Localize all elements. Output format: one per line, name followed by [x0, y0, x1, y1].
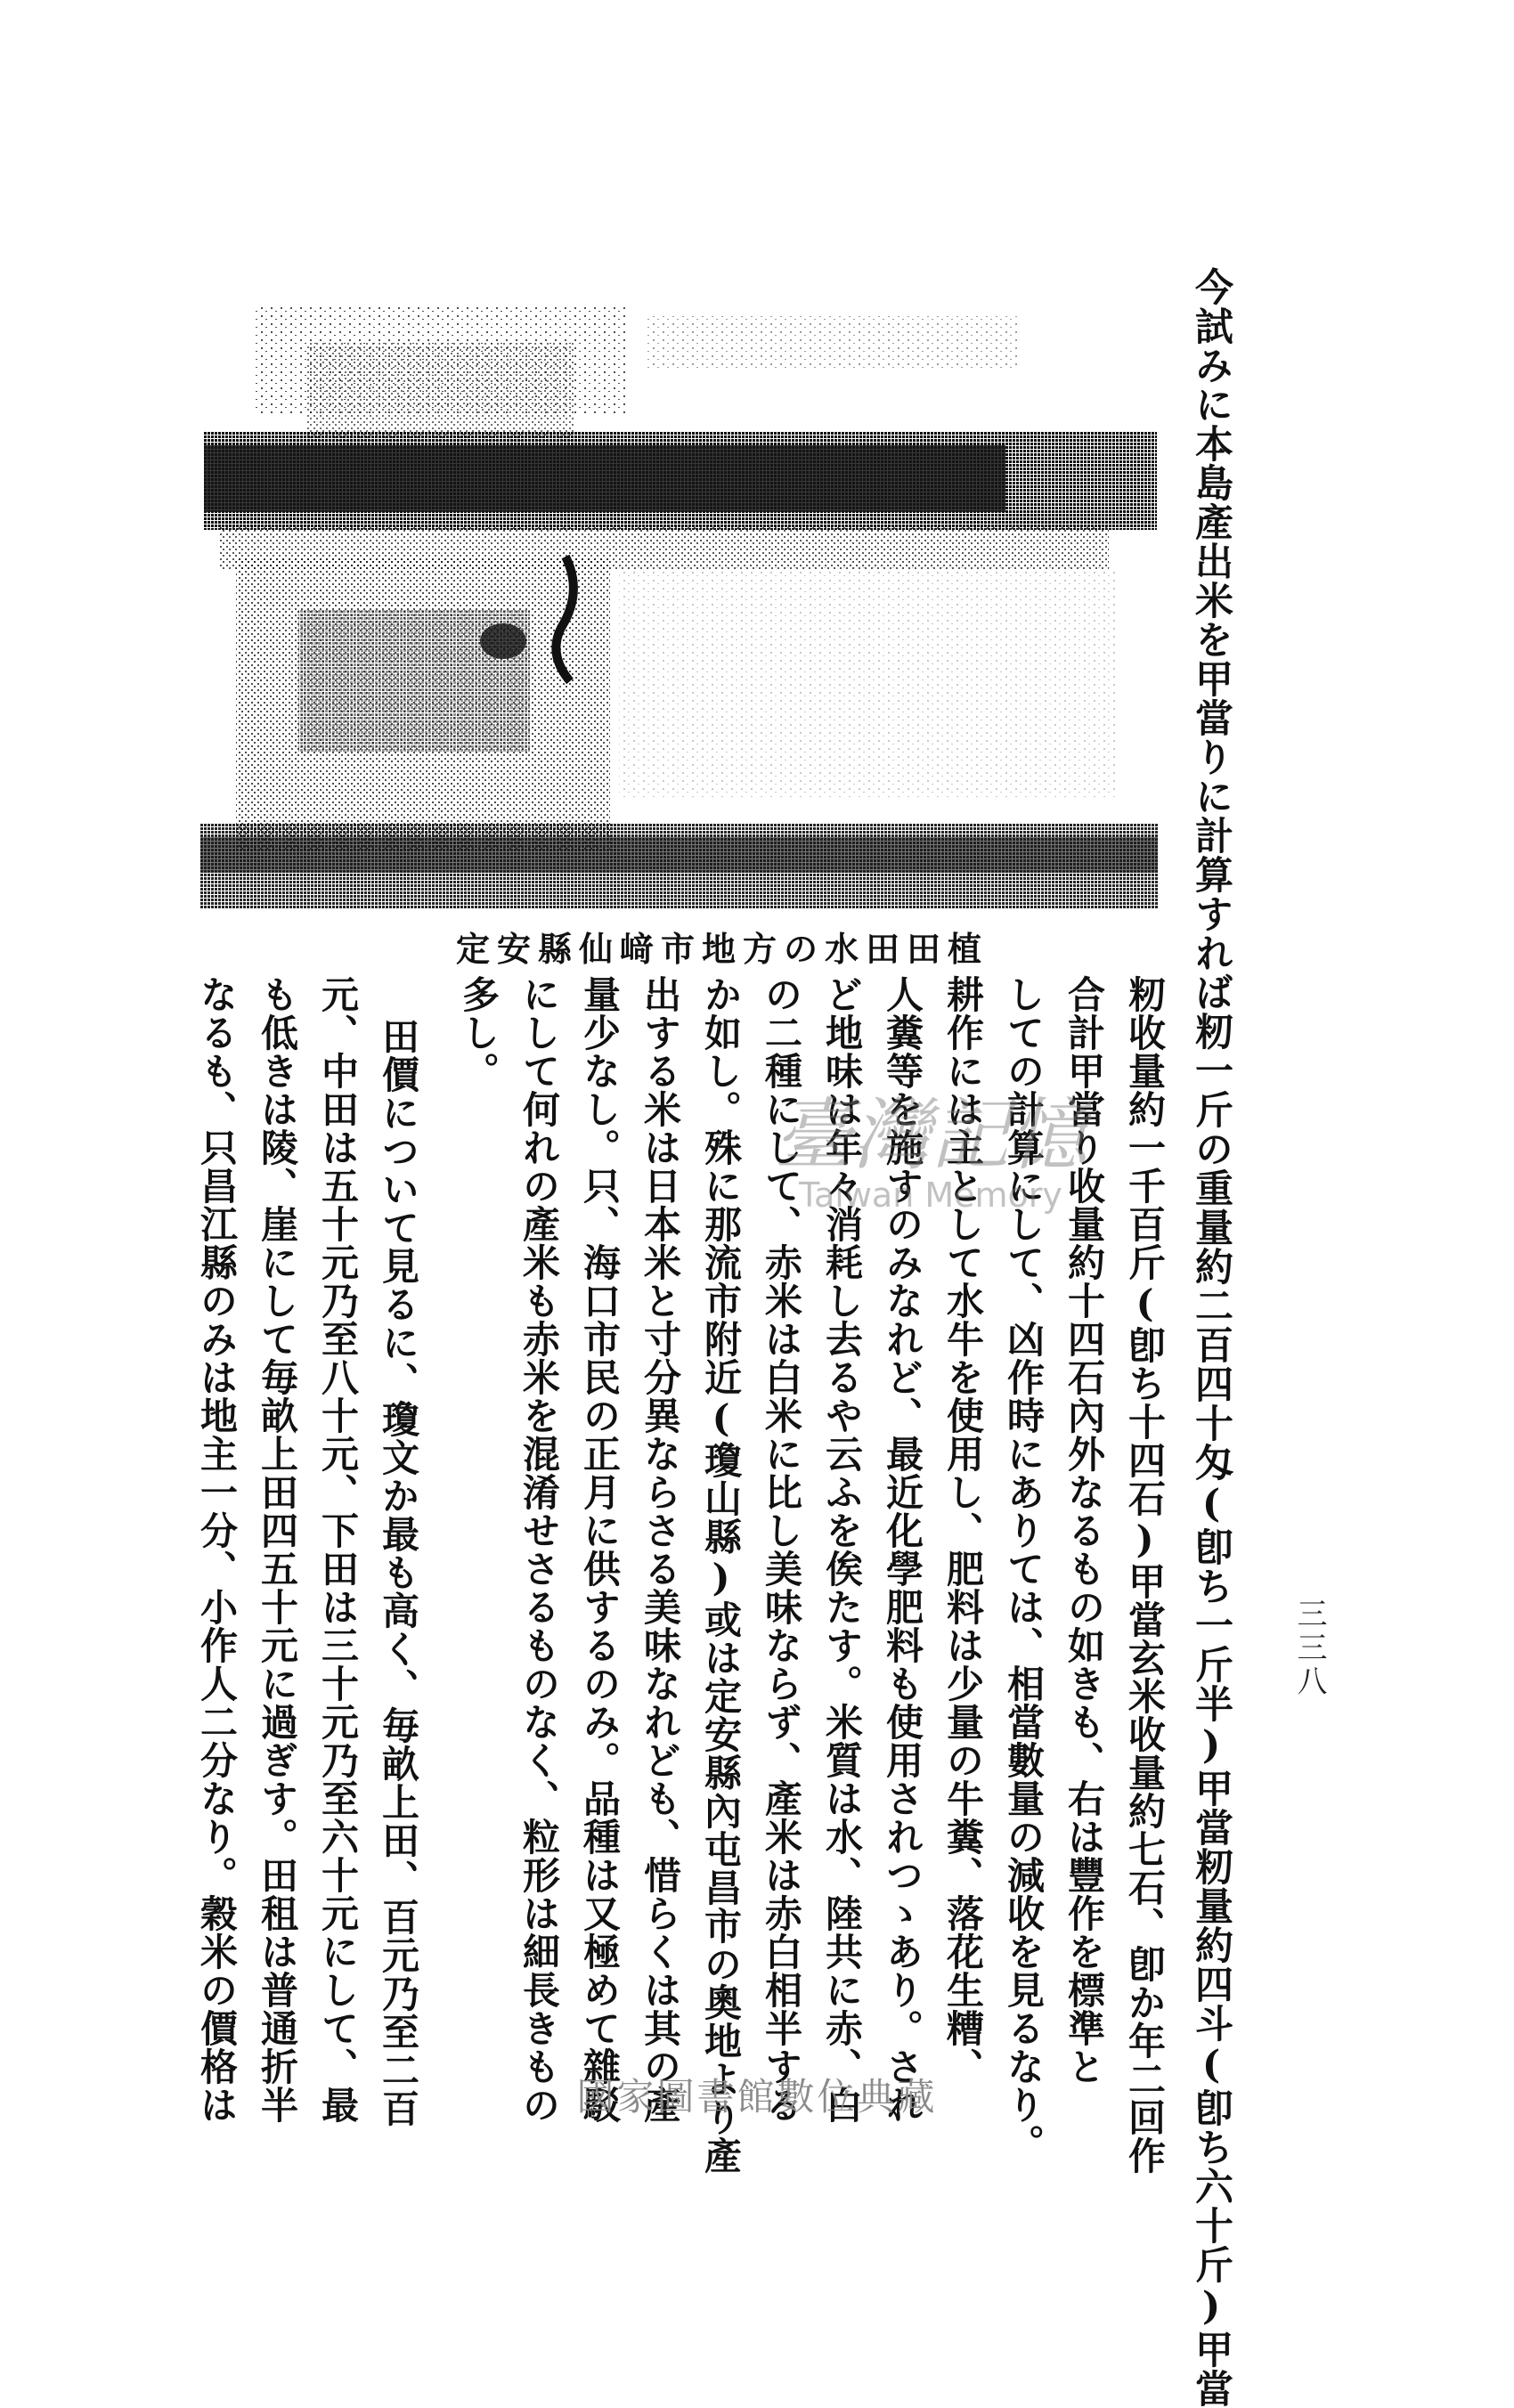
text-line: ど地味は年々消耗し去るや云ふを俟たす。米質は水、陸共に赤、白	[820, 975, 864, 2124]
text-line: 元、中田は五十元乃至八十元、下田は三十元乃至六十元にして、最	[316, 975, 360, 2124]
text-line: なるも、只昌江縣のみは地主一分、小作人二分なり。穀米の價格は	[195, 975, 239, 2124]
watermark-title: 臺灣記憶	[773, 1089, 1088, 1181]
watermark-subtitle: Taiwan Memory	[799, 1176, 1062, 1215]
footer-text: 國家圖書館數位典藏	[576, 2075, 938, 2119]
photo-caption: 定安縣仙﨑市地方の水田田植	[456, 929, 989, 969]
text-line: 田價について見るに、瓊文か最も高く、毎畝上田、百元乃至二百	[377, 1017, 420, 2127]
text-line: 合計甲當り收量約十四石內外なるもの如きも、右は豐作を標準と	[1062, 975, 1106, 2086]
text-line: 出する米は日本米と寸分異ならさる美味なれども、惜らくは其の產	[639, 975, 682, 2124]
text-line: にして何れの產米も赤米を混淆せさるものなく、粒形は細長きもの	[517, 975, 561, 2124]
page-number: 三三八	[1291, 1598, 1327, 1699]
text-line: 耕作には主として水牛を使用し、肥料は少量の牛糞、落花生糟、	[941, 975, 985, 2086]
text-line: 今試みに本島產出米を甲當りに計算すれば籾一斤の重量約二百四十匁(卽ち一斤半)甲當籾量約四斗(卽ち六十斤)甲當	[1189, 267, 1233, 2408]
photograph	[200, 289, 1158, 908]
text-line: も低きは陵、崖にして毎畝上田四五十元に過ぎす。田租は普通折半	[256, 975, 299, 2124]
watermark-logo	[770, 1073, 1091, 1224]
text-line: 多し。	[457, 975, 501, 1090]
text-line: 人糞等を施すのみなれど、最近化學肥料も使用されつゝあり。され	[881, 975, 924, 2124]
text-line: の二種にして、赤米は白米に比し美味ならず、產米は赤白相半する	[760, 975, 803, 2124]
text-line: か如し。殊に那流市附近(瓊山縣)或は定安縣內屯昌市の奧地より產	[699, 975, 743, 2175]
text-line: しての計算にして、凶作時にありては、相當數量の減收を見るなり。	[1002, 975, 1046, 2162]
text-line: 籾收量約一千百斤(卽ち十四石)甲當玄米收量約七石、卽か年二回作	[1123, 975, 1167, 2175]
text-line: 量少なし。只、海口市民の正月に供するのみ。品種は又極めて雜駁	[578, 975, 622, 2124]
